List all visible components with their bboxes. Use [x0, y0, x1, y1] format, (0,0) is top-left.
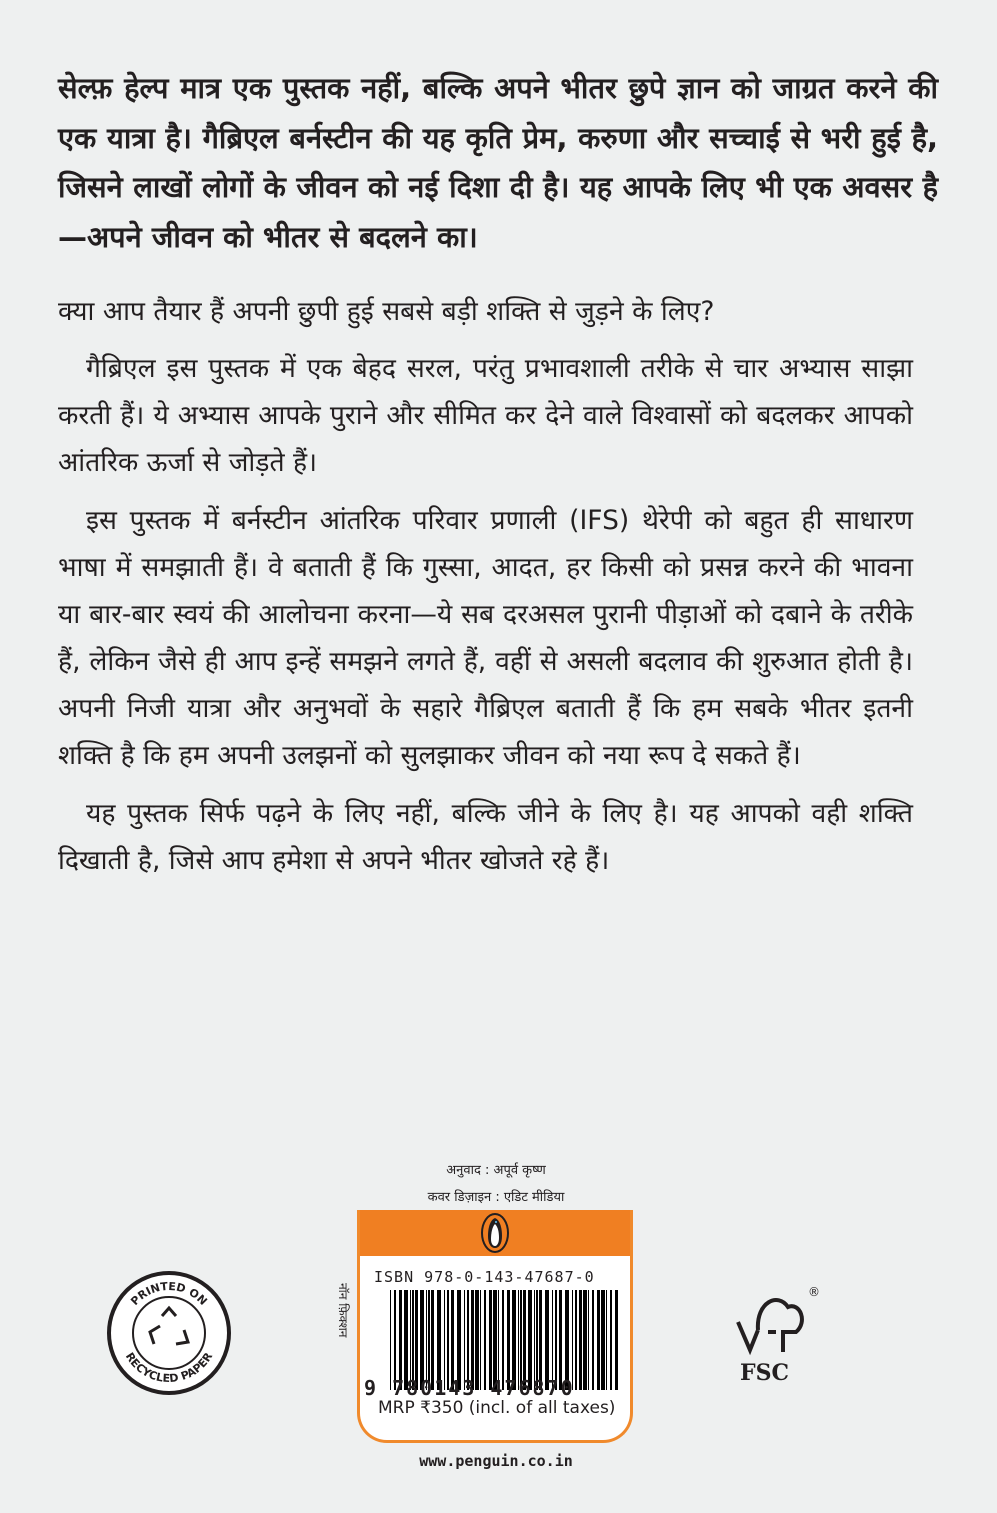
barcode-bar [415, 1290, 418, 1390]
category-label: नॉन फ़िक्शन [336, 1283, 350, 1338]
barcode-bar [484, 1290, 486, 1390]
barcode-bar [404, 1290, 408, 1390]
penguin-logo-icon [480, 1212, 510, 1254]
website-link[interactable]: www.penguin.co.in [419, 1452, 573, 1470]
paragraph: गैब्रिएल इस पुस्तक में एक बेहद सरल, परंतु प्रभावशाली तरीके से चार अभ्यास साझा करती हैं। ये अभ्यास आपके पुराने और सीमित कर देने वाले विश्वासों को बदलकर आपको आंतरिक ऊर्जा से जोड़ते हैं। [58, 353, 913, 478]
translator-credit: अनुवाद : अपूर्व कृष्ण [446, 1163, 546, 1178]
barcode-bar [493, 1290, 497, 1390]
paragraph: यह पुस्तक सिर्फ पढ़ने के लिए नहीं, बल्कि जीने के लिए है। यह आपको वही शक्ति दिखाती है, जिसे आप हमेशा से अपने भीतर खोजते रहे हैं। [58, 798, 913, 876]
barcode-bar [583, 1290, 587, 1390]
barcode-bar [467, 1290, 469, 1390]
recycled-paper-logo [104, 1268, 234, 1398]
barcode-bar [431, 1290, 434, 1390]
barcode-bar [539, 1290, 542, 1390]
barcode-bar [447, 1290, 449, 1390]
barcode [390, 1290, 620, 1390]
publisher-band [360, 1210, 630, 1256]
barcode-bar [572, 1290, 573, 1390]
barcode-bar [480, 1290, 481, 1390]
barcode-bar [475, 1290, 479, 1390]
barcode-bar [579, 1290, 582, 1390]
barcode-bar [592, 1290, 594, 1390]
barcode-bar [394, 1290, 396, 1390]
barcode-bar [428, 1290, 430, 1390]
barcode-bar [565, 1290, 569, 1390]
isbn-text: ISBN 978-0-143-47687-0 [374, 1268, 595, 1286]
barcode-bar [507, 1290, 510, 1390]
barcode-bar [410, 1290, 411, 1390]
barcode-bar [588, 1290, 589, 1390]
barcode-bar [457, 1290, 461, 1390]
svg-text:PRINTED ON: PRINTED ON [128, 1279, 210, 1308]
barcode-bar [552, 1290, 553, 1390]
barcode-bar [518, 1290, 519, 1390]
question-line: क्या आप तैयार हैं अपनी छुपी हुई सबसे बड़ी शक्ति से जुड़ने के लिए? [58, 296, 715, 327]
svg-text:RECYCLED PAPER: RECYCLED PAPER [122, 1350, 216, 1386]
barcode-bar [451, 1290, 454, 1390]
barcode-bar [471, 1290, 474, 1390]
svg-text:®: ® [808, 1285, 820, 1299]
barcode-bar [606, 1290, 607, 1390]
barcode-bar [412, 1290, 414, 1390]
barcode-bar [597, 1290, 600, 1390]
barcode-bar [520, 1290, 522, 1390]
cover-credit: कवर डिज़ाइन : एडिट मीडिया [427, 1190, 565, 1205]
fsc-logo [728, 1282, 818, 1387]
barcode-bar [426, 1290, 427, 1390]
barcode-bar [575, 1290, 577, 1390]
barcode-digits: 9 780143 476870 [364, 1376, 575, 1400]
barcode-bar [545, 1290, 549, 1390]
barcode-bar [390, 1290, 391, 1390]
barcode-bar [534, 1290, 535, 1390]
description [58, 288, 913, 895]
barcode-bar [536, 1290, 538, 1390]
barcode-bar [601, 1290, 605, 1390]
barcode-bar [615, 1290, 618, 1390]
price-text: MRP ₹350 (incl. of all taxes) [378, 1398, 616, 1418]
barcode-bar [610, 1290, 612, 1390]
barcode-bar [498, 1290, 499, 1390]
barcode-bar [559, 1290, 562, 1390]
barcode-label [357, 1210, 633, 1443]
barcode-bar [528, 1290, 532, 1390]
barcode-bar [399, 1290, 402, 1390]
barcode-bar [437, 1290, 441, 1390]
intro-paragraph: सेल्फ़ हेल्प मात्र एक पुस्तक नहीं, बल्कि अपने भीतर छुपे ज्ञान को जाग्रत करने की एक यात्रा है। गैब्रिएल बर्नस्टीन की यह कृति प्रेम, करुणा और सच्चाई से भरी हुई है, जिसने लाखों लोगों के जीवन को नई दिशा दी है। यह आपके लिए भी एक अवसर है—अपने जीवन को भीतर से बदलने का। [58, 71, 938, 254]
barcode-bar [464, 1290, 465, 1390]
barcode-bar [555, 1290, 557, 1390]
barcode-bar [444, 1290, 445, 1390]
barcode-bar [489, 1290, 492, 1390]
fsc-text: FSC [740, 1360, 790, 1386]
barcode-bar [502, 1290, 504, 1390]
barcode-bar [523, 1290, 526, 1390]
barcode-bar [420, 1290, 424, 1390]
paragraph: इस पुस्तक में बर्नस्टीन आंतरिक परिवार प्रणाली (IFS) थेरेपी को बहुत ही साधारण भाषा में समझाती हैं। वे बताती हैं कि गुस्सा, आदत, हर किसी को प्रसन्न करने की भावना या बार-बार स्वयं की आलोचना करना—ये सब दरअसल पुरानी पीड़ाओं को दबाने के तरीके हैं, लेकिन जैसे ही आप इन्हें समझने लगते हैं, वहीं से असली बदलाव की शुरुआत होती है। अपनी निजी यात्रा और अनुभवों के सहारे गैब्रिएल बताती हैं कि हम सबके भीतर इतनी शक्ति है कि हम अपनी उलझनों को सुलझाकर जीवन को नया रूप दे सकते हैं। [58, 505, 913, 771]
barcode-bar [512, 1290, 516, 1390]
